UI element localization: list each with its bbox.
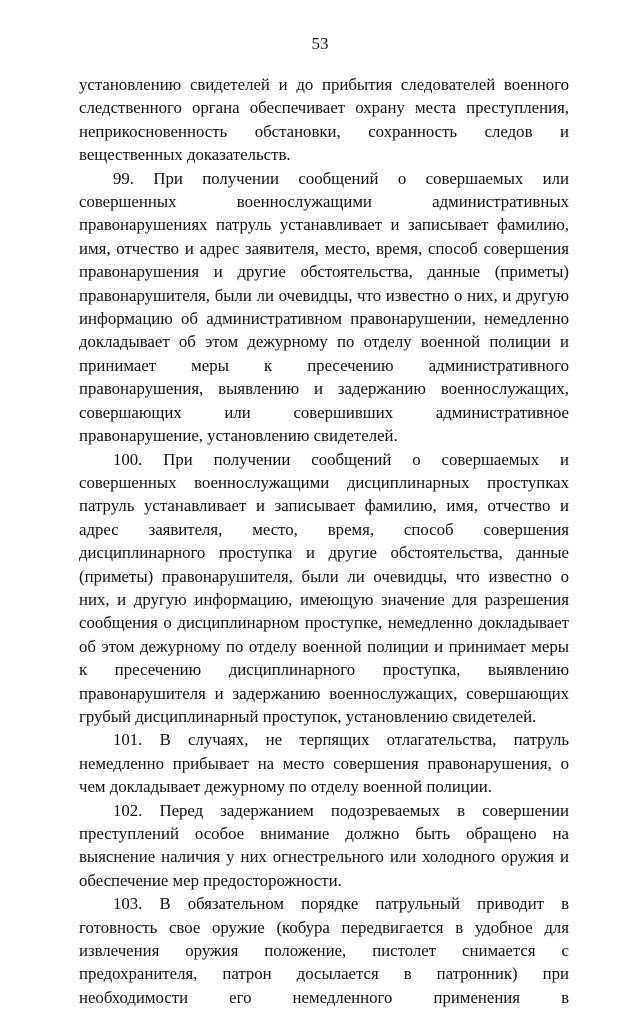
paragraph-100: 100. При получении сообщений о совершаемых и совершенных военнослужащими дисциплинарных проступках патруль устанавливает и записывает фамилию, имя, отчество и адрес заявителя, место, время, способ совершения дисциплинарного проступка и другие обстоятельства, данные (приметы) правонарушителя, были ли очевидцы, что известно о них, и другую информацию, имеющую значение для разрешения сообщения о дисциплинарном проступке, немедленно докладывает об этом дежурному по отделу военной полиции и принимает меры к пресечению дисциплинарного проступка, выявлению правонарушителя и задержанию военнослужащих, совершающих грубый дисциплинарный проступок, установлению свидетелей. [79,449,569,726]
body-text [79,73,569,1009]
paragraph-continuation: установлению свидетелей и до прибытия следователей военного следственного органа обеспечивает охрану места преступления, неприкосновенность обстановки, сохранность следов и вещественных доказательств. [79,75,569,165]
paragraph-102: 102. Перед задержанием подозреваемых в совершении преступлений особое внимание должно быть обращено на выяснение наличия у них огнестрельного или холодного оружия и обеспечение мер предосторожности. [79,800,569,890]
paragraph-101: 101. В случаях, не терпящих отлагательства, патруль немедленно прибывает на место совершения правонарушения, о чем докладывает дежурному по отделу военной полиции. [79,730,569,797]
paragraph-103: 103. В обязательном порядке патрульный приводит в готовность свое оружие (кобура передвигается в удобное для извлечения оружия положение, пистолет снимается с предохранителя, патрон досылается в патронник) при необходимости его немедленного применения в [79,894,569,1007]
paragraph-99: 99. При получении сообщений о совершаемых или совершенных военнослужащими административных правонарушениях патруль устанавливает и записывает фамилию, имя, отчество и адрес заявителя, место, время, способ совершения правонарушения и другие обстоятельства, данные (приметы) правонарушителя, были ли очевидцы, что известно о них, и другую информацию об административном правонарушении, немедленно докладывает об этом дежурному по отделу военной полиции и принимает меры к пресечению административного правонарушения, выявлению и задержанию военнослужащих, совершающих или совершивших административное правонарушение, установлению свидетелей. [79,168,569,446]
page-number: 53 [311,34,329,53]
